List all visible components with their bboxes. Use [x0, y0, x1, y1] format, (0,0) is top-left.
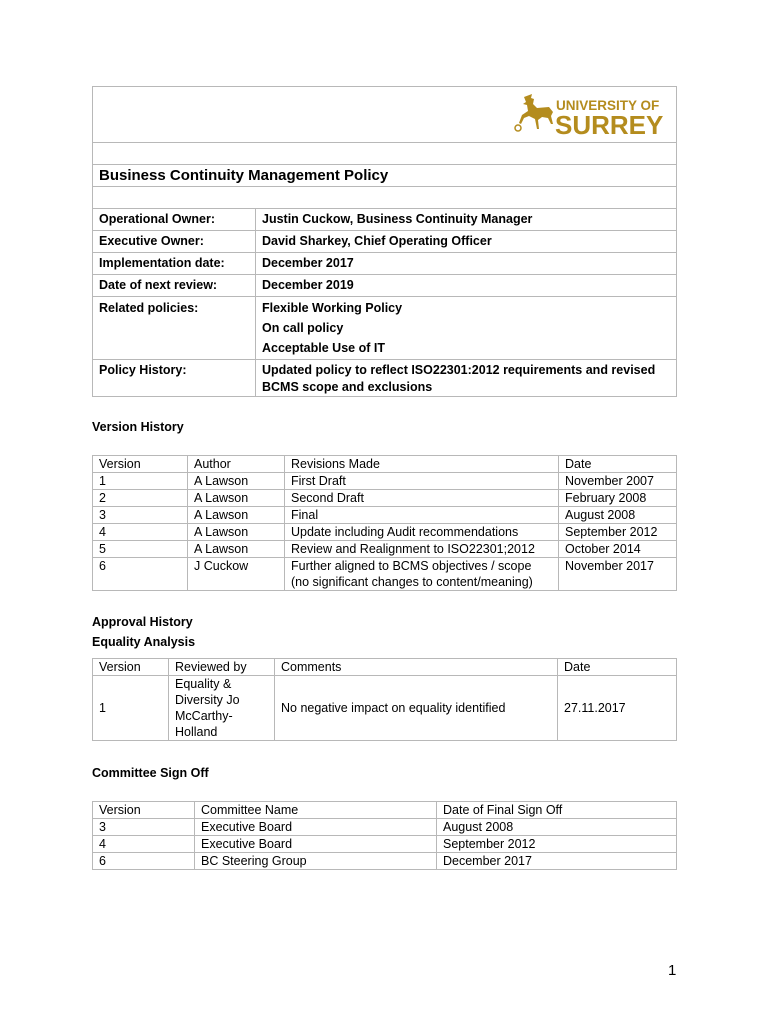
version-history-heading: Version History	[92, 420, 184, 434]
column-header: Date	[558, 659, 677, 676]
revision-line: Further aligned to BCMS objectives / scope	[291, 559, 532, 573]
cell-author: A Lawson	[188, 524, 285, 541]
cell-revision: Update including Audit recommendations	[285, 524, 559, 541]
detail-value: Justin Cuckow, Business Continuity Manager	[256, 209, 677, 231]
cell-date: February 2008	[559, 490, 677, 507]
cell-version: 4	[93, 836, 195, 853]
committee-sign-off-table	[92, 801, 677, 870]
related-policies	[256, 297, 677, 360]
related-label: Related policies:	[93, 297, 256, 360]
table-row	[93, 473, 677, 490]
cell-date: September 2012	[437, 836, 677, 853]
cell-date: August 2008	[437, 819, 677, 836]
cell-date: October 2014	[559, 541, 677, 558]
logo-cell	[93, 87, 677, 143]
column-header: Comments	[275, 659, 558, 676]
cell-version: 1	[93, 473, 188, 490]
cell-version: 3	[93, 819, 195, 836]
cell-version: 4	[93, 524, 188, 541]
page-number: 1	[668, 962, 677, 979]
cell-revision	[285, 558, 559, 591]
equality-analysis-heading: Equality Analysis	[92, 635, 196, 649]
cell-committee: Executive Board	[195, 819, 437, 836]
cell-author: A Lawson	[188, 490, 285, 507]
column-header: Committee Name	[195, 802, 437, 819]
table-row	[93, 541, 677, 558]
cell-version: 2	[93, 490, 188, 507]
cell-revision: Review and Realignment to ISO22301;2012	[285, 541, 559, 558]
cell-committee: Executive Board	[195, 836, 437, 853]
cell-date: December 2017	[437, 853, 677, 870]
cell-date: September 2012	[559, 524, 677, 541]
table-row	[93, 676, 677, 741]
approval-history-heading: Approval History	[92, 615, 193, 629]
cell-version: 5	[93, 541, 188, 558]
cell-date: August 2008	[559, 507, 677, 524]
history-line: BCMS scope and exclusions	[262, 380, 433, 394]
spacer-row	[93, 143, 677, 165]
cell-revision: Second Draft	[285, 490, 559, 507]
table-row	[93, 836, 677, 853]
table-row	[93, 819, 677, 836]
detail-label: Executive Owner:	[93, 231, 256, 253]
reviewer-line: Equality &	[175, 677, 232, 691]
column-header: Date of Final Sign Off	[437, 802, 677, 819]
table-row	[93, 853, 677, 870]
detail-label: Operational Owner:	[93, 209, 256, 231]
cell-comment: No negative impact on equality identified	[275, 676, 558, 741]
cell-author: A Lawson	[188, 473, 285, 490]
version-history-table	[92, 455, 677, 591]
related-policy: On call policy	[262, 321, 344, 335]
cell-revision: Final	[285, 507, 559, 524]
cell-version: 6	[93, 853, 195, 870]
page-title: Business Continuity Management Policy	[93, 165, 677, 187]
revision-line: (no significant changes to content/meaning)	[291, 575, 533, 589]
cell-date: November 2007	[559, 473, 677, 490]
column-header: Date	[559, 456, 677, 473]
reviewer-line: McCarthy-	[175, 709, 233, 723]
reviewer-line: Diversity Jo	[175, 693, 240, 707]
committee-sign-off-heading: Committee Sign Off	[92, 766, 209, 780]
column-header: Version	[93, 802, 195, 819]
detail-label: Date of next review:	[93, 275, 256, 297]
cell-author: A Lawson	[188, 541, 285, 558]
history-value	[256, 360, 677, 397]
history-label: Policy History:	[93, 360, 256, 397]
column-header: Version	[93, 659, 169, 676]
table-row	[93, 558, 677, 591]
detail-value: December 2019	[256, 275, 677, 297]
cell-revision: First Draft	[285, 473, 559, 490]
reviewer-line: Holland	[175, 725, 218, 739]
history-line: Updated policy to reflect ISO22301:2012 requirements and revised	[262, 363, 656, 377]
detail-value: December 2017	[256, 253, 677, 275]
related-policy: Acceptable Use of IT	[262, 341, 385, 355]
table-row	[93, 507, 677, 524]
related-policy: Flexible Working Policy	[262, 301, 403, 315]
column-header: Author	[188, 456, 285, 473]
cell-date: 27.11.2017	[558, 676, 677, 741]
table-row	[93, 490, 677, 507]
equality-analysis-table	[92, 658, 677, 741]
column-header: Reviewed by	[169, 659, 275, 676]
cell-version: 1	[93, 676, 169, 741]
cell-reviewer	[169, 676, 275, 741]
university-logo	[510, 93, 668, 137]
detail-label: Implementation date:	[93, 253, 256, 275]
cell-date: November 2017	[559, 558, 677, 591]
logo-line1: UNIVERSITY OF	[556, 98, 660, 113]
logo-line2: SURREY	[555, 110, 664, 137]
table-row	[93, 524, 677, 541]
cell-author: J Cuckow	[188, 558, 285, 591]
stag-icon	[515, 94, 553, 131]
cell-author: A Lawson	[188, 507, 285, 524]
cell-committee: BC Steering Group	[195, 853, 437, 870]
spacer-row	[93, 187, 677, 209]
column-header: Version	[93, 456, 188, 473]
cell-version: 3	[93, 507, 188, 524]
detail-value: David Sharkey, Chief Operating Officer	[256, 231, 677, 253]
column-header: Revisions Made	[285, 456, 559, 473]
policy-header-table	[92, 86, 677, 397]
cell-version: 6	[93, 558, 188, 591]
